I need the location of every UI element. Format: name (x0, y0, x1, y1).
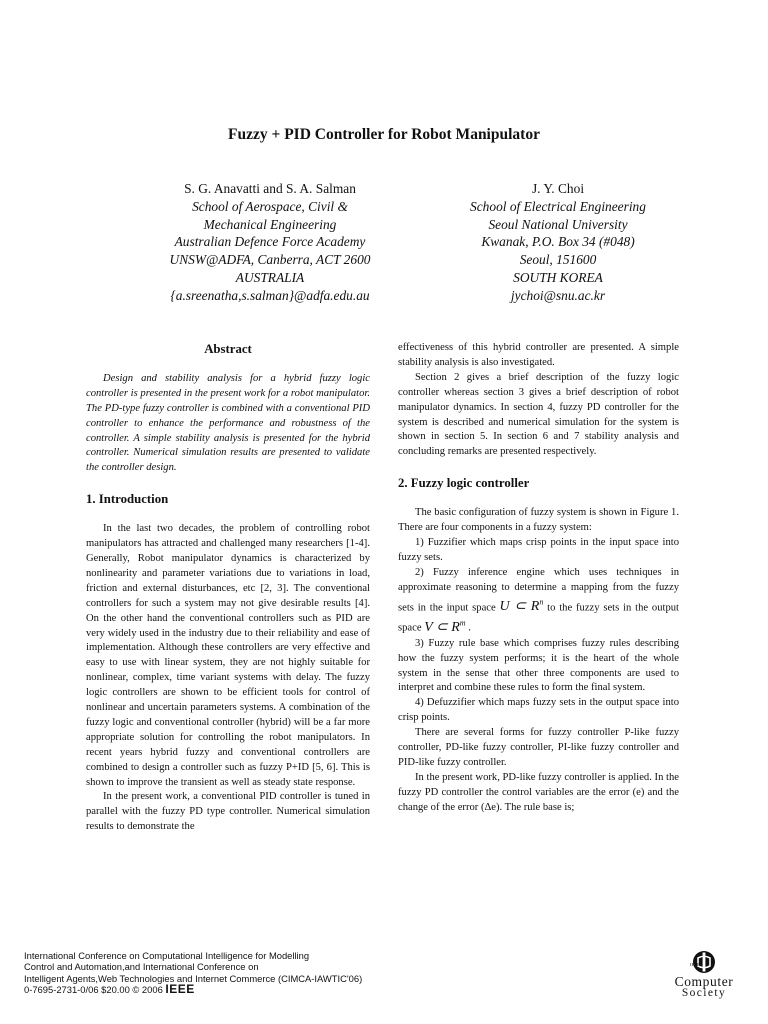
abstract-heading: Abstract (204, 342, 252, 356)
intro-paragraph-3: Section 2 gives a brief description of the fuzzy logic controller whereas section 3 gives a brief description of robot manipulator dynamics. In section 4, fuzzy PD controller for the system is described and numerical simulation for the system is shown in section 5. In section 6 and 7 stability analysis and concluding remarks are presented respectively. (398, 371, 679, 458)
email-left: {a.sreenatha,s.salman}@adfa.edu.au (170, 287, 370, 303)
fuzzy-item-2-text: 2) Fuzzy inference engine which uses techniques in approximate reasoning to determine a mapping from the fuzzy sets in the input space (398, 566, 679, 614)
affiliation-left-1: School of Aerospace, Civil & (192, 198, 348, 214)
country-left: AUSTRALIA (235, 269, 305, 285)
intro-paragraph-2-continued: effectiveness of this hybrid controller are presented. A simple stability analysis is also investigated. (398, 342, 679, 368)
footer-line-4: 0-7695-2731-0/06 $20.00 © 2006 IEEE (24, 982, 195, 997)
affiliation-left-3: Australian Defence Force Academy (174, 234, 366, 250)
affiliation-left-2: Mechanical Engineering (203, 216, 337, 232)
fuzzy-item-2: 2) Fuzzy inference engine which uses techniques in approximate reasoning to determine a mapping from the fuzzy sets in the input space U ⊂ $R^n$ to the fuzzy sets in the output space V ⊂ $R^m$ . (398, 566, 679, 635)
logo-small-text: IEEE (690, 962, 700, 967)
right-column (398, 341, 679, 816)
abstract-text: Design and stability analysis for a hybrid fuzzy logic controller is presented in the present work for a robot manipulator. The PD-type fuzzy controller is combined with a conventional PID controller to enhance the performance and robustness of the controller. A simple stability analysis is presented for the hybrid controller. Numerical simulation results are presented to validate the controller design. (86, 372, 370, 474)
authors-left (150, 180, 390, 305)
affiliation-right-2: Seoul National University (488, 216, 628, 232)
fuzzy-item-1: 1) Fuzzifier which maps crisp points in the input space into fuzzy sets. (398, 536, 679, 563)
paper-title: Fuzzy + PID Controller for Robot Manipulator (228, 126, 540, 143)
author-names-right: J. Y. Choi (531, 181, 585, 196)
affiliation-right-3: Kwanak, P.O. Box 34 (#048) (481, 234, 635, 250)
affiliation-right-4: Seoul, 151600 (519, 252, 597, 268)
footer-line-2: Control and Automation,and International Conference on (24, 961, 259, 973)
author-names-left: S. G. Anavatti and S. A. Salman (184, 181, 356, 196)
fuzzy-item-2-tail: to the fuzzy sets in the output space (398, 602, 679, 634)
ieee-wordmark: IEEE (165, 982, 195, 997)
authors-right (458, 180, 658, 305)
intro-paragraph-1: In the last two decades, the problem of controlling robot manipulators has attracted and challenged many researchers [1-4]. Generally, Robot manipulator dynamics is characterized by nonlinearity and parameter variations due to variations in load, friction and external disturbances, etc [2, 3]. The conventional controllers for such a system may not give desirable results [4]. On the other hand the conventional controllers such as PID are very widely used in the industry due to their reliability and ease of implementation. Although these controllers are very effective and easy to use with linear system, they are not highly suitable for nonlinear, complex, time variant systems with delay. The fuzzy logic controllers are shown to be efficient tools for control of nonlinear and uncertain parameters systems. A combination of the fuzzy logic and conventional controller (hybrid) will be a far more appropriate solution for controlling the robot manipulators. In recent years hybrid fuzzy and conventional controllers are combined to design a controller such as fuzzy P+ID [5, 6]. This is shown to improve the transient as well as steady state response. (86, 523, 370, 788)
fuzzy-item-3: 3) Fuzzy rule base which comprises fuzzy rules describing how the fuzzy system performs; it is the heart of the whole system in the sense that other three components are used to interpret and combine these rules to form the final system. (398, 637, 679, 694)
math-v-subset: V ⊂ $R^m$ (424, 618, 466, 635)
conference-footer (24, 950, 362, 996)
footer-line-1: International Conference on Computational Intelligence for Modelling (24, 950, 310, 961)
introduction-heading: 1. Introduction (86, 492, 169, 507)
left-column (86, 342, 370, 835)
fuzzy-paragraph-3: In the present work, PD-like fuzzy controller is applied. In the fuzzy PD controller the control variables are the error (e) and the change of the error (Δe). The rule base is; (398, 771, 679, 813)
logo-computer: Computer (674, 974, 734, 989)
footer-line-3: Intelligent Agents,Web Technologies and Internet Commerce (CIMCA-IAWTIC'06) (24, 972, 363, 984)
computer-society-logo (664, 950, 744, 1002)
affiliation-left-4: UNSW@ADFA, Canberra, ACT 2600 (169, 252, 371, 268)
logo-society: Society (681, 987, 727, 999)
fuzzy-logic-heading: 2. Fuzzy logic controller (398, 476, 530, 491)
affiliation-right-1: School of Electrical Engineering (470, 198, 646, 214)
intro-paragraph-2: In the present work, a conventional PID controller is tuned in parallel with the fuzzy PD type controller. Numerical simulation results to demonstrate the (86, 791, 370, 833)
country-right: SOUTH KOREA (513, 269, 603, 285)
math-u-subset: U ⊂ $R^n$ (499, 597, 544, 615)
email-right: jychoi@snu.ac.kr (510, 287, 606, 303)
fuzzy-item-4: 4) Defuzzifier which maps fuzzy sets in the output space into crisp points. (398, 697, 679, 724)
fuzzy-paragraph-2: There are several forms for fuzzy controller P-like fuzzy controller, PD-like fuzzy controller, PI-like fuzzy controller and PID-like fuzzy controller. (398, 727, 679, 768)
fuzzy-paragraph-1: The basic configuration of fuzzy system is shown in Figure 1. There are four components in a fuzzy system: (398, 507, 679, 534)
